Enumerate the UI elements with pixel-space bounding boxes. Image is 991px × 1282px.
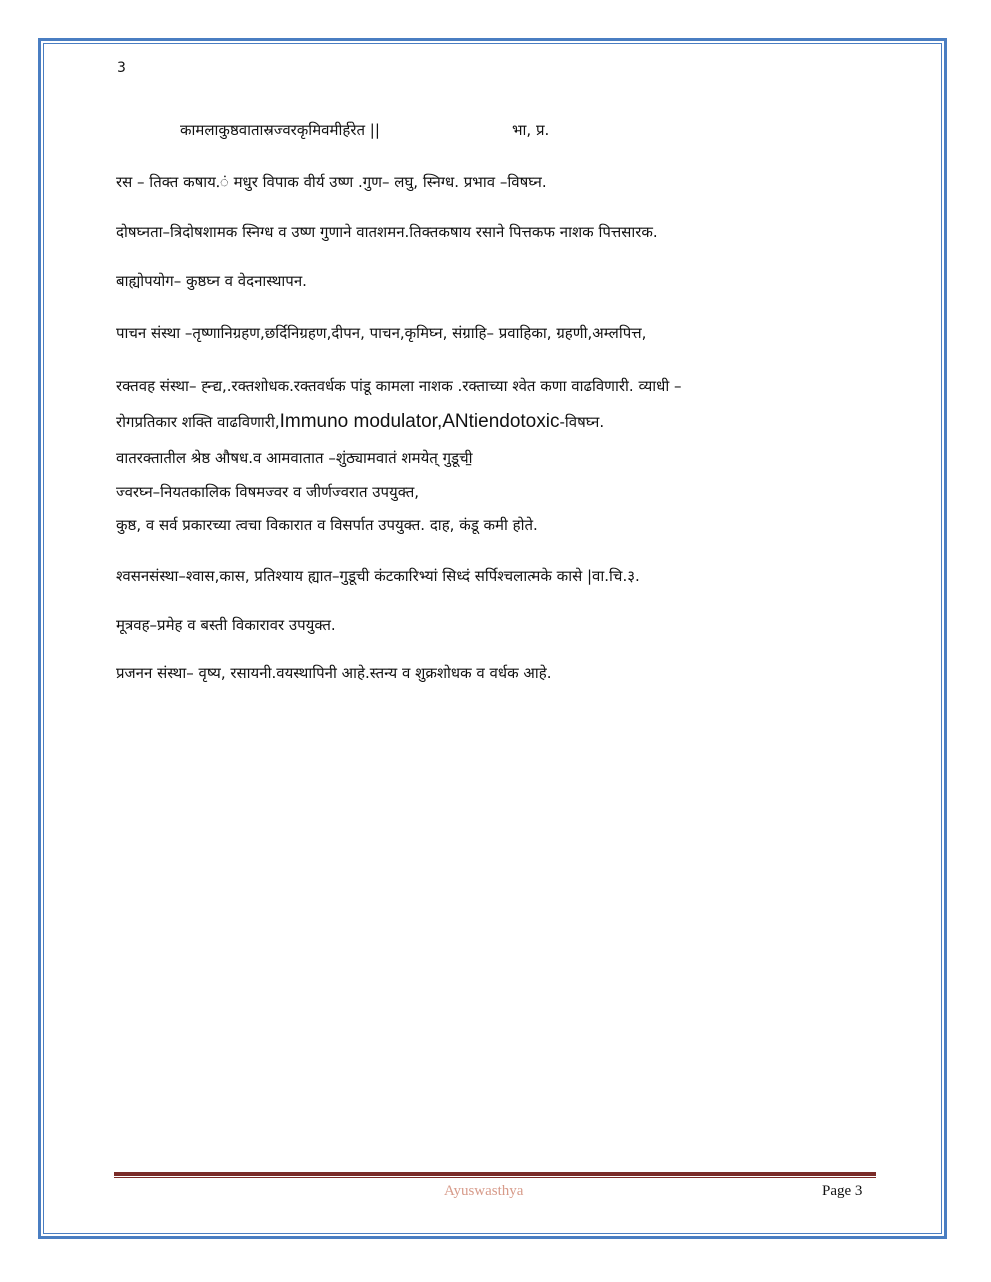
footer-rule-thin: [114, 1177, 876, 1178]
text-line-immuno-latin: Immuno modulator,ANtiendotoxic: [279, 411, 560, 432]
text-line-rasa: रस – तिक्त कषाय.ं मधुर विपाक वीर्य उष्ण .गुण– लघु, स्निग्ध. प्रभाव –विषघ्न.: [116, 173, 547, 191]
text-line-prajanan: प्रजनन संस्था– वृष्य, रसायनी.वयस्थापिनी आहे.स्तन्य व शुक्रशोधक व वर्धक आहे.: [116, 664, 552, 682]
text-line-vatarakta: वातरक्तातील श्रेष्ठ औषध.व आमवातात –शुंठ्यामवातं शमयेत् गुडूची॒: [116, 449, 473, 467]
text-line-jvaraghna: ज्वरघ्न–नियतकालिक विषमज्वर व जीर्णज्वरात उपयुक्त,: [116, 483, 420, 501]
text-line-immuno-devanagari: रोगप्रतिकार शक्ति वाढविणारी,: [116, 413, 280, 431]
text-line-immuno-tail: -विषघ्न.: [559, 413, 605, 431]
footer-page-number: Page 3: [822, 1183, 863, 1199]
footer-title: Ayuswasthya: [444, 1183, 524, 1199]
text-line-pachan: पाचन संस्था –तृष्णानिग्रहण,छर्दिनिग्रहण,दीपन, पाचन,कृमिघ्न, संग्राहि– प्रवाहिका, ग्रहणी,अम्लपित्त,: [116, 324, 647, 342]
footer-rule-thick: [114, 1172, 876, 1176]
text-line-bahyopayoga: बाह्योपयोग– कुष्ठघ्न व वेदनास्थापन.: [116, 272, 307, 290]
text-line-doshaghnata: दोषघ्नता–त्रिदोषशामक स्निग्ध व उष्ण गुणाने वातशमन.तिक्तकषाय रसाने पित्तकफ नाशक पित्तसारक.: [116, 223, 658, 241]
page-number-top: 3: [117, 60, 126, 76]
shloka-reference: भा, प्र.: [512, 121, 550, 139]
text-line-kushtha: कुष्ठ, व सर्व प्रकारच्या त्वचा विकारात व विसर्पात उपयुक्त. दाह, कंडू कमी होते.: [116, 516, 538, 534]
text-line-mutravaha: मूत्रवह–प्रमेह व बस्ती विकारावर उपयुक्त.: [116, 616, 336, 634]
text-line-shvasan: श्वसनसंस्था–श्वास,कास, प्रतिश्याय ह्यात–गुडूची कंटकारिभ्यां सिध्दं सर्पिश्चलात्मके कासे |वा.चि.३.: [116, 567, 640, 585]
shloka-text: कामलाकुष्ठवातास्रज्वरकृमिवमीर्हरेत ||: [180, 121, 380, 139]
text-line-raktavaha: रक्तवह संस्था– ह्न्द्य,.रक्तशोधक.रक्तवर्धक पांडू कामला नाशक .रक्ताच्या श्वेत कणा वाढविणारी. व्याधी –: [116, 377, 682, 395]
text-line-immuno: [116, 412, 604, 432]
